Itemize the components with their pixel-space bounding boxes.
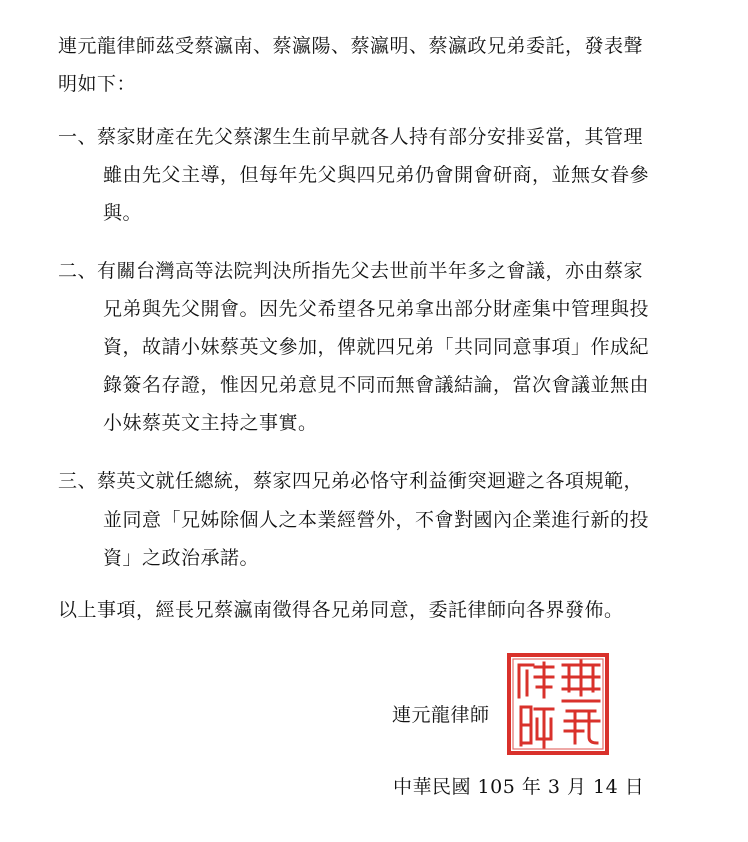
intro-line-1: 連元龍律師茲受蔡瀛南、蔡瀛陽、蔡瀛明、蔡瀛政兄弟委託，發表聲 bbox=[58, 35, 644, 57]
item-2-line-3: 資，故請小妹蔡英文參加，俾就四兄弟「共同同意事項」作成紀 bbox=[103, 336, 650, 358]
item-2-line-5: 小妹蔡英文主持之事實。 bbox=[103, 412, 318, 434]
item-1-line-1: 一、蔡家財產在先父蔡潔生生前早就各人持有部分安排妥當，其管理 bbox=[58, 126, 644, 148]
item-1-line-3: 與。 bbox=[103, 202, 143, 224]
item-3-line-1: 三、蔡英文就任總統，蔡家四兄弟必恪守利益衝突迴避之各項規範， bbox=[58, 470, 644, 492]
item-2-line-1: 二、有關台灣高等法院判決所指先父去世前半年多之會議，亦由蔡家 bbox=[58, 260, 644, 282]
item-2-line-2: 兄弟與先父開會。因先父希望各兄弟拿出部分財產集中管理與投 bbox=[103, 298, 650, 320]
lawyer-seal-stamp bbox=[505, 651, 611, 757]
closing-statement: 以上事項，經長兄蔡瀛南徵得各兄弟同意，委託律師向各界發佈。 bbox=[58, 599, 624, 621]
item-2-line-4: 錄簽名存證，惟因兄弟意見不同而無會議結論，當次會議並無由 bbox=[103, 374, 650, 396]
item-3-line-3: 資」之政治承諾。 bbox=[103, 547, 260, 569]
document-date: 中華民國 105 年 3 月 14 日 bbox=[393, 776, 645, 798]
seal-graphic bbox=[505, 651, 611, 757]
signature-name: 連元龍律師 bbox=[392, 704, 490, 726]
item-1-line-2: 雖由先父主導，但每年先父與四兄弟仍會開會研商，並無女眷參 bbox=[103, 164, 650, 186]
item-3-line-2: 並同意「兄姊除個人之本業經營外，不會對國內企業進行新的投 bbox=[103, 509, 650, 531]
intro-line-2: 明如下： bbox=[58, 73, 137, 95]
